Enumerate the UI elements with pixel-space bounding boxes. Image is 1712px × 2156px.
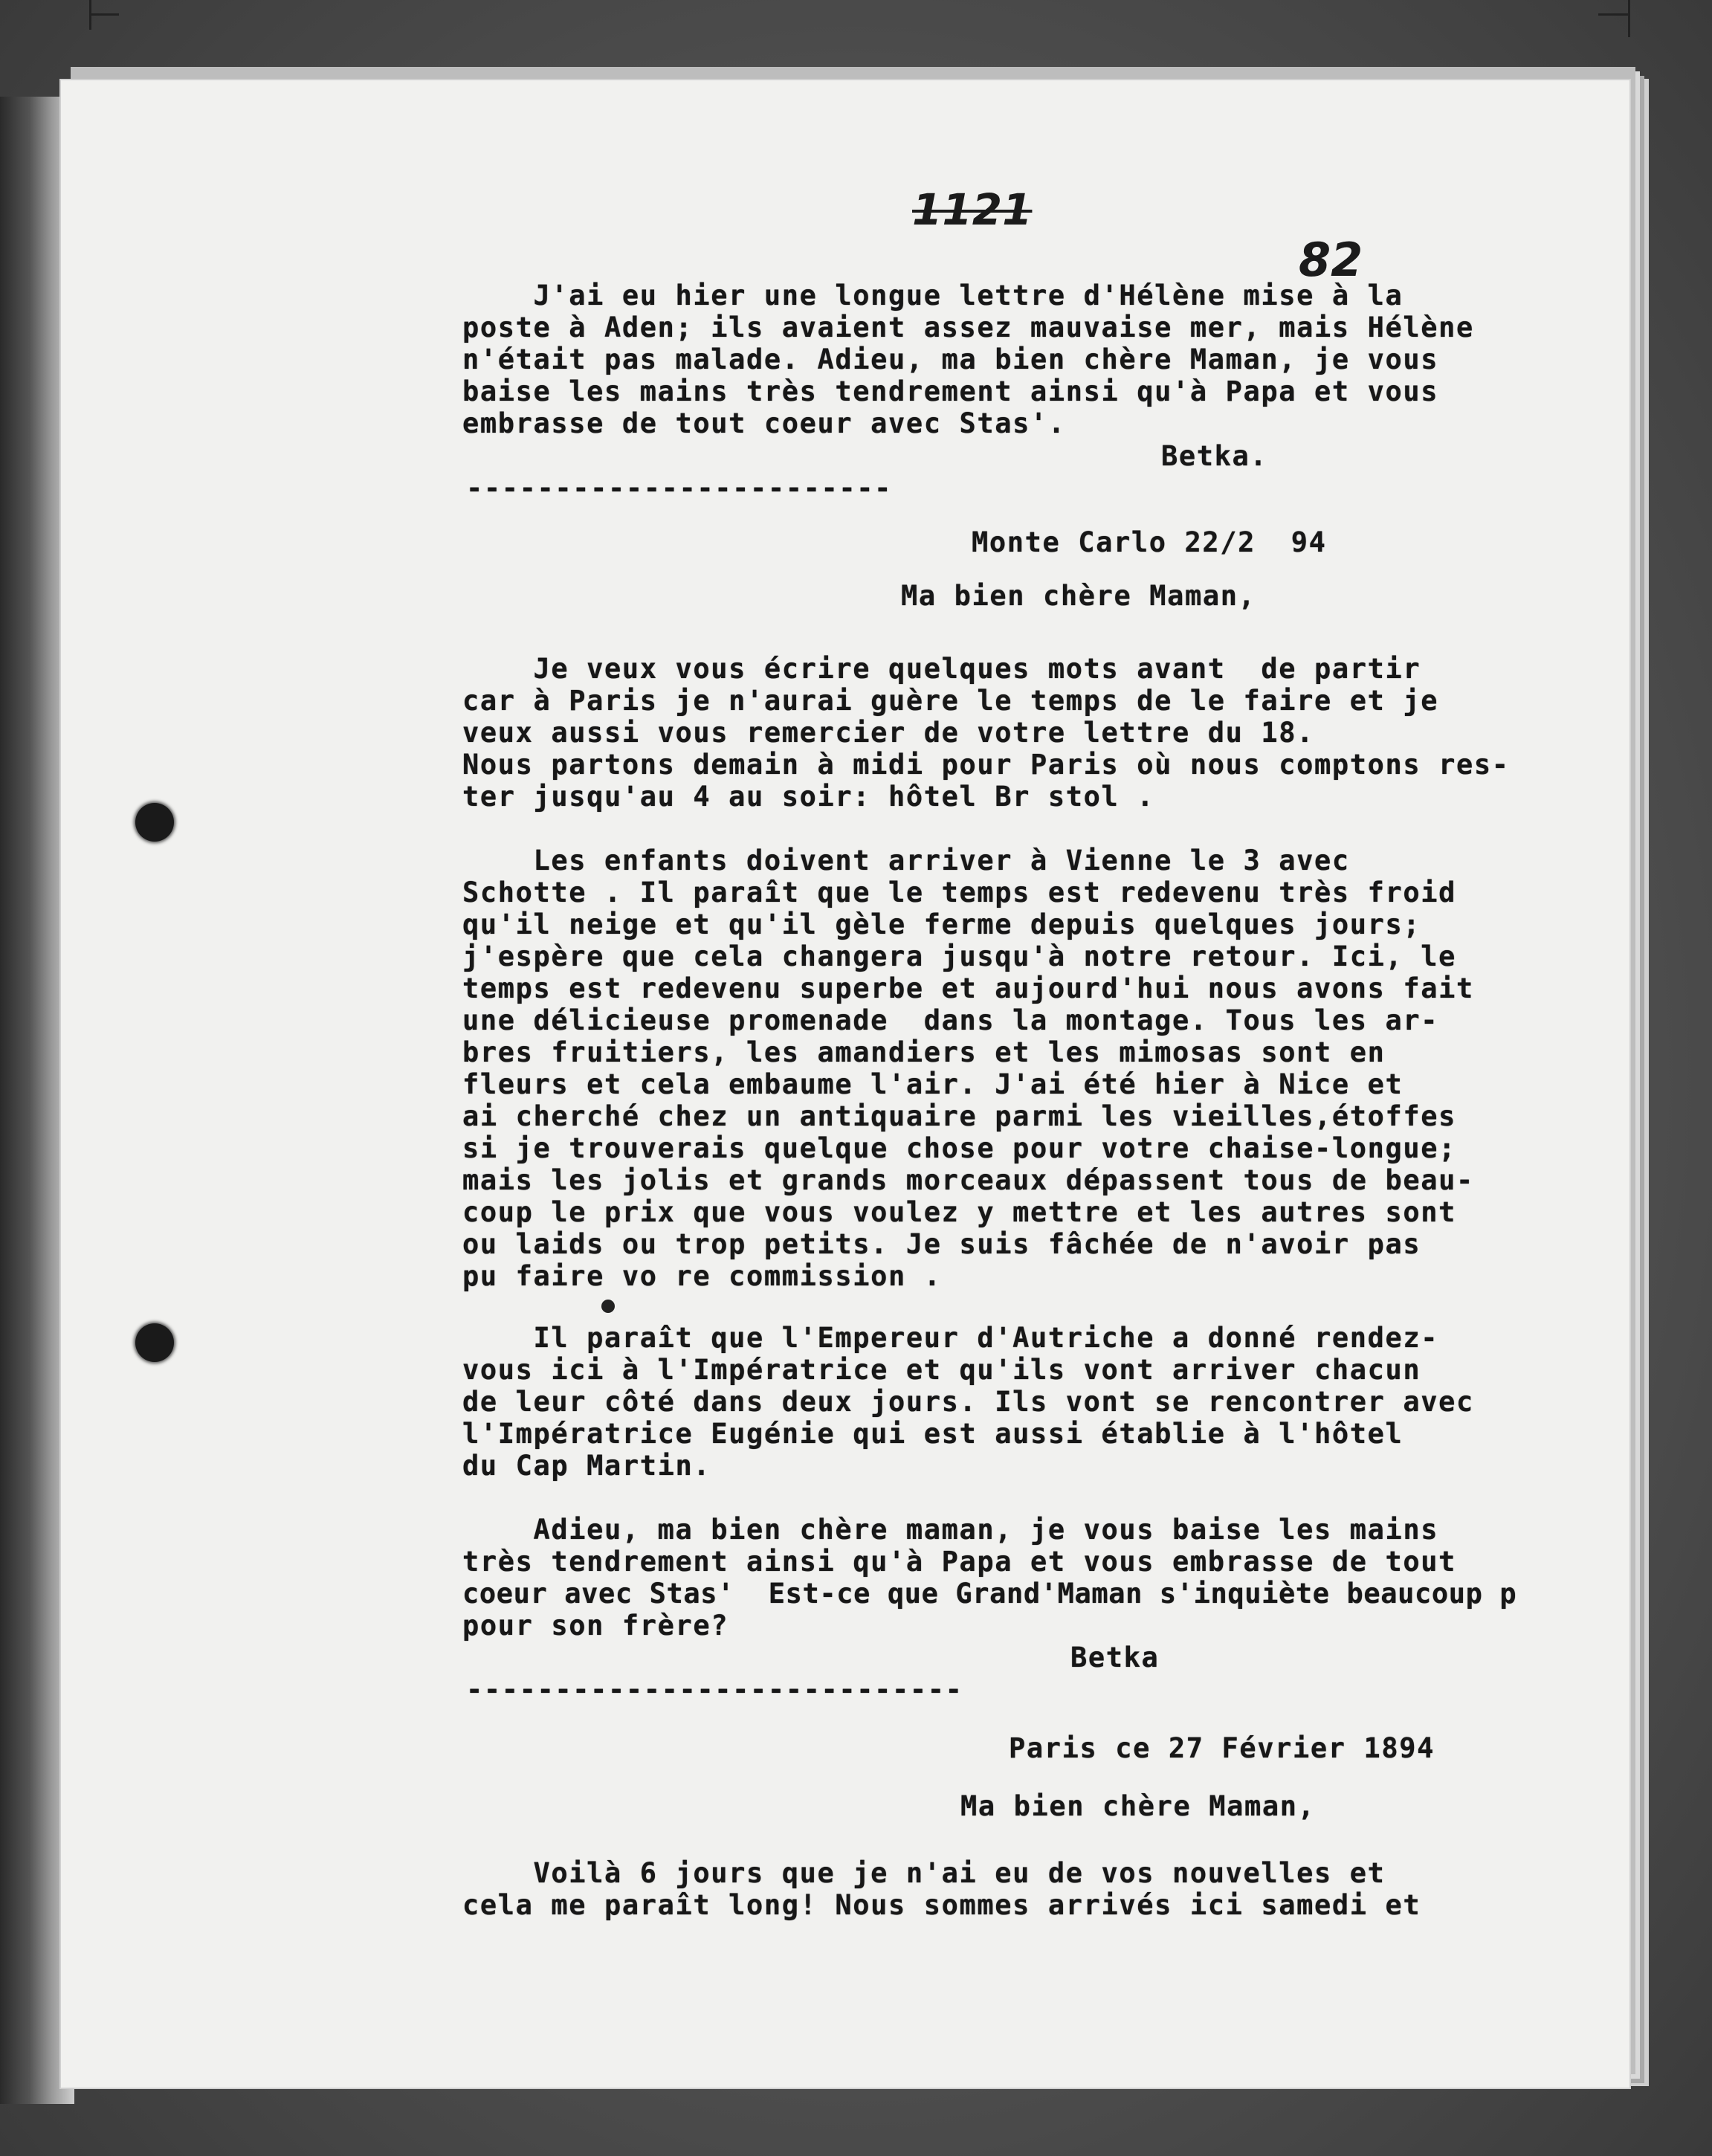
text-line: Il paraît que l'Empereur d'Autriche a donné rendez- <box>462 1322 1439 1354</box>
punch-hole-2 <box>135 1323 174 1362</box>
text-line: Les enfants doivent arriver à Vienne le 3 avec <box>462 845 1350 877</box>
salutation: Ma bien chère Maman, <box>901 580 1256 612</box>
text-line: pu faire vo re commission . <box>462 1260 942 1292</box>
signature: Betka <box>1070 1642 1160 1674</box>
text-line: qu'il neige et qu'il gèle ferme depuis quelques jours; <box>462 908 1421 940</box>
text-line: car à Paris je n'aurai guère le temps de le faire et je <box>462 685 1439 717</box>
text-line: embrasse de tout coeur avec Stas'. <box>462 407 1066 439</box>
text-line: Je veux vous écrire quelques mots avant de partir <box>462 653 1421 685</box>
document-page <box>61 80 1629 2088</box>
crop-mark-top-right <box>1628 0 1630 37</box>
crop-mark-top-right-h <box>1598 13 1630 16</box>
text-line: Voilà 6 jours que je n'ai eu de vos nouvelles et <box>462 1857 1386 1889</box>
text-line: une délicieuse promenade dans la montage. Tous les ar- <box>462 1004 1439 1036</box>
text-line: baise les mains très tendrement ainsi qu'à Papa et vous <box>462 375 1439 407</box>
text-line: très tendrement ainsi qu'à Papa et vous embrasse de tout <box>462 1546 1457 1578</box>
text-line: Schotte . Il paraît que le temps est redevenu très froid <box>462 877 1457 908</box>
salutation: Ma bien chère Maman, <box>960 1790 1316 1822</box>
separator: ---------------------------- <box>466 1674 963 1705</box>
text-line: ai cherché chez un antiquaire parmi les vieilles,étoffes <box>462 1100 1457 1132</box>
crop-mark-top-left-h <box>89 13 119 16</box>
text-line: J'ai eu hier une longue lettre d'Hélène mise à la <box>462 280 1403 312</box>
text-line: coup le prix que vous voulez y mettre et les autres sont <box>462 1196 1457 1228</box>
text-line: poste à Aden; ils avaient assez mauvaise mer, mais Hélène <box>462 312 1474 343</box>
ink-speck <box>601 1300 615 1313</box>
separator: ------------------------ <box>466 472 893 504</box>
text-line: cela me paraît long! Nous sommes arrivés ici samedi et <box>462 1889 1421 1921</box>
text-line: de leur côté dans deux jours. Ils vont se rencontrer avec <box>462 1386 1474 1418</box>
text-line: Nous partons demain à midi pour Paris où nous comptons res- <box>462 749 1510 781</box>
text-line: fleurs et cela embaume l'air. J'ai été hier à Nice et <box>462 1068 1403 1100</box>
text-line: bres fruitiers, les amandiers et les mimosas sont en <box>462 1036 1386 1068</box>
place-date: Paris ce 27 Février 1894 <box>1009 1732 1435 1764</box>
text-line: mais les jolis et grands morceaux dépassent tous de beau- <box>462 1164 1474 1196</box>
text-line: n'était pas malade. Adieu, ma bien chère Maman, je vous <box>462 343 1439 375</box>
text-line: l'Impératrice Eugénie qui est aussi établie à l'hôtel <box>462 1418 1403 1450</box>
text-line: j'espère que cela changera jusqu'à notre retour. Ici, le <box>462 940 1457 972</box>
text-line: si je trouverais quelque chose pour votre chaise-longue; <box>462 1132 1457 1164</box>
text-line: ou laids ou trop petits. Je suis fâchée de n'avoir pas <box>462 1228 1421 1260</box>
place-date: Monte Carlo 22/2 94 <box>972 526 1327 558</box>
text-line: vous ici à l'Impératrice et qu'ils vont arriver chacun <box>462 1354 1421 1386</box>
text-line: du Cap Martin. <box>462 1450 711 1482</box>
punch-hole-1 <box>135 803 174 842</box>
text-line: coeur avec Stas' Est-ce que Grand'Maman s'inquiète beaucoup p <box>462 1578 1517 1610</box>
signature: Betka. <box>1161 440 1268 472</box>
text-line: temps est redevenu superbe et aujourd'hui nous avons fait <box>462 972 1474 1004</box>
text-line: Adieu, ma bien chère maman, je vous baise les mains <box>462 1514 1439 1546</box>
folio-number: 82 <box>1299 233 1363 287</box>
text-line: ter jusqu'au 4 au soir: hôtel Br stol . <box>462 781 1155 813</box>
text-line: pour son frère? <box>462 1610 729 1642</box>
text-line: veux aussi vous remercier de votre lettre du 18. <box>462 717 1315 749</box>
struck-page-number: 1121 <box>912 184 1033 235</box>
